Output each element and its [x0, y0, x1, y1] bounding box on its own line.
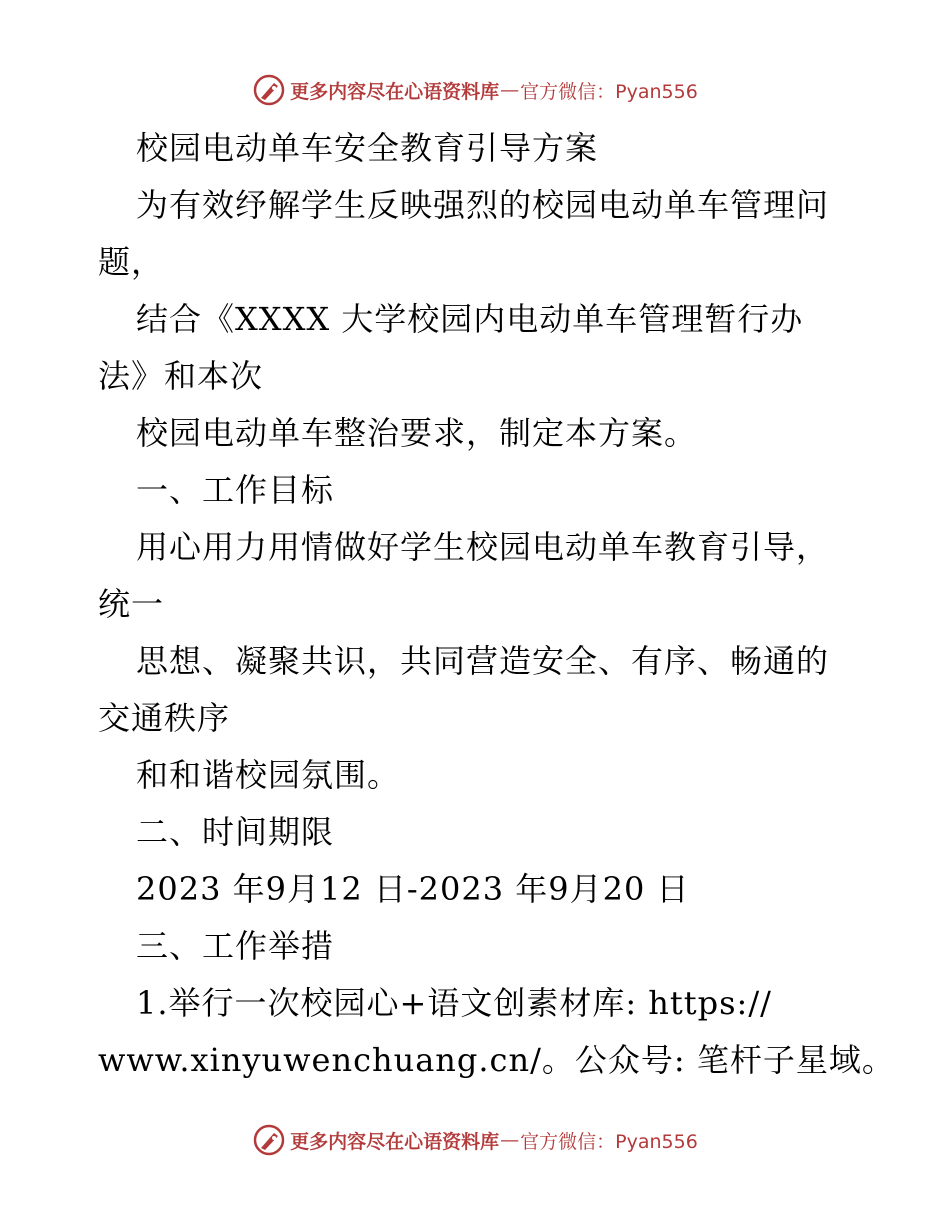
paragraph-line: www.xinyuwenchuang.cn/。公众号: 笔杆子星域。: [98, 1041, 895, 1079]
section-heading: 二、时间期限: [136, 813, 335, 851]
paragraph-line: 用心用力用情做好学生校园电动单车教育引导，: [136, 528, 830, 566]
banner-wechat-text: 官方微信：Pyan556: [520, 80, 698, 103]
pen-logo-icon: [252, 1123, 286, 1157]
banner-dash: —: [500, 1129, 520, 1151]
paragraph-line: 校园电动单车整治要求，制定本方案。: [136, 414, 698, 452]
section-heading: 三、工作举措: [136, 927, 335, 965]
paragraph-line: 结合《XXXX 大学校园内电动单车管理暂行办: [136, 300, 804, 338]
paragraph-line: 1.举行一次校园心+语文创素材库: https://: [136, 984, 772, 1022]
header-watermark-banner: [0, 70, 950, 110]
banner-dash: —: [500, 79, 520, 101]
paragraph-line: 题，: [98, 243, 165, 281]
paragraph-line: 思想、凝聚共识，共同营造安全、有序、畅通的: [136, 642, 830, 680]
paragraph-line: 交通秩序: [98, 699, 231, 737]
date-range-line: 2023 年9月12 日-2023 年9月20 日: [136, 870, 690, 908]
paragraph-line: 统一: [98, 585, 165, 623]
banner-site-text: 更多内容尽在心语资料库: [290, 1130, 500, 1153]
document-body: [98, 120, 895, 1089]
paragraph-line: 为有效纾解学生反映强烈的校园电动单车管理问: [136, 186, 830, 224]
section-heading: 一、工作目标: [136, 471, 335, 509]
doc-title: 校园电动单车安全教育引导方案: [136, 129, 599, 167]
footer-watermark-banner: [0, 1120, 950, 1160]
pen-logo-icon: [252, 73, 286, 107]
banner-wechat-text: 官方微信：Pyan556: [520, 1130, 698, 1153]
paragraph-line: 法》和本次: [98, 357, 264, 395]
banner-site-text: 更多内容尽在心语资料库: [290, 80, 500, 103]
paragraph-line: 和和谐校园氛围。: [136, 756, 401, 794]
